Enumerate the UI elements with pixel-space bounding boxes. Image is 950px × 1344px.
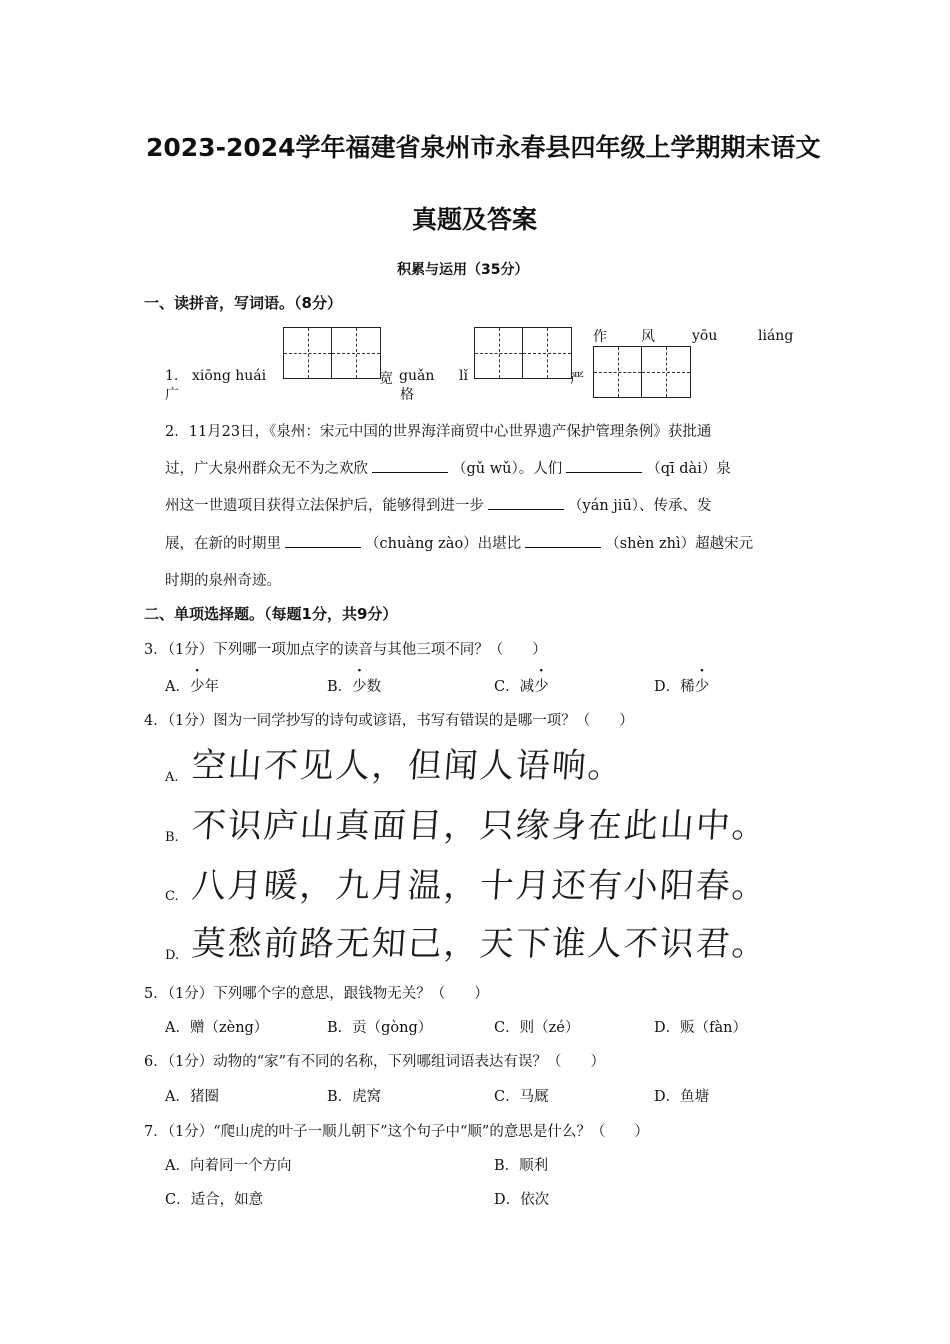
handwriting-image-c: 八月暖，九月温，十月还有小阳春。 bbox=[190, 866, 770, 906]
section1-heading: 一、读拼音，写词语。（8分） bbox=[144, 294, 342, 312]
q2-text: （gǔ wǔ）。人们 bbox=[452, 461, 563, 477]
q1-char-below-prefix: 广 bbox=[165, 387, 179, 403]
q1-char-after-1: 宽 bbox=[379, 371, 393, 387]
option-text: 减 bbox=[519, 679, 535, 695]
answer-blank[interactable] bbox=[525, 534, 601, 548]
q7-option-d[interactable]: D．依次 bbox=[494, 1192, 550, 1208]
option-text: 年 bbox=[204, 679, 219, 695]
q3-option-a[interactable] bbox=[165, 675, 219, 696]
writing-cell[interactable] bbox=[284, 328, 332, 378]
writing-cell[interactable] bbox=[642, 347, 690, 397]
writing-grid-2[interactable] bbox=[474, 327, 572, 379]
writing-cell[interactable] bbox=[594, 347, 642, 397]
q5-stem: 5．（1分）下列哪个字的意思，跟钱物无关？（ ） bbox=[144, 986, 489, 1002]
q6-option-a[interactable]: A．猪圈 bbox=[165, 1089, 219, 1105]
q3-stem: 3．（1分）下列哪一项加点字的读音与其他三项不同？（ ） bbox=[144, 642, 547, 658]
q1-char-above-4b: 风 bbox=[641, 329, 655, 345]
answer-blank[interactable] bbox=[372, 459, 448, 473]
q2-text: （qī dài）泉 bbox=[646, 461, 731, 477]
answer-blank[interactable] bbox=[285, 534, 361, 548]
q2-text: 展，在新的时期里 bbox=[165, 536, 281, 552]
handwriting-image-a: 空山不见人，但闻人语响。 bbox=[190, 746, 626, 786]
q2-text: （chuàng zào）出堪比 bbox=[365, 536, 522, 552]
q2-line-3 bbox=[165, 494, 712, 515]
q1-pinyin-2: guǎn bbox=[399, 368, 435, 384]
q2-text: （yán jiū）、传承、发 bbox=[568, 498, 712, 514]
q2-text: （shèn zhì）超越宋元 bbox=[605, 536, 754, 552]
option-label: B． bbox=[327, 679, 353, 695]
q1-char-after-3: 严 bbox=[570, 371, 584, 387]
option-label: A． bbox=[165, 679, 190, 695]
q6-option-b[interactable]: B．虎窝 bbox=[327, 1089, 382, 1105]
q1-pinyin-3: lǐ bbox=[459, 368, 468, 384]
option-label: A. bbox=[165, 770, 179, 785]
option-label: C. bbox=[165, 889, 179, 904]
q5-option-a[interactable]: A．赠（zèng） bbox=[165, 1020, 269, 1036]
option-text: 数 bbox=[366, 679, 382, 695]
q4-stem: 4．（1分）图为一同学抄写的诗句或谚语，书写有错误的是哪一项？（ ） bbox=[144, 713, 634, 729]
q2-line-4 bbox=[165, 532, 753, 553]
q5-option-c[interactable]: C．则（zé） bbox=[494, 1020, 580, 1036]
q6-option-d[interactable]: D．鱼塘 bbox=[654, 1089, 710, 1105]
q3-option-d[interactable] bbox=[654, 675, 709, 696]
option-label: B. bbox=[165, 830, 179, 845]
option-label: D． bbox=[654, 679, 681, 695]
dotted-char: 少 bbox=[189, 679, 205, 695]
dotted-char: 少 bbox=[694, 679, 710, 695]
q5-option-b[interactable]: B．贡（gòng） bbox=[327, 1020, 433, 1036]
option-label: D. bbox=[165, 948, 180, 963]
q1-pinyin-5: yōu bbox=[692, 328, 718, 344]
dotted-char: 少 bbox=[534, 679, 549, 695]
section2-heading: 二、单项选择题。（每题1分，共9分） bbox=[144, 605, 398, 623]
q3-option-b[interactable] bbox=[327, 675, 381, 696]
q2-text: 过，广大泉州群众无不为之欢欣 bbox=[165, 461, 368, 477]
q1-pinyin-6: liáng bbox=[758, 328, 794, 344]
q1-char-above-4a: 作 bbox=[593, 329, 607, 345]
q7-stem: 7．（1分）“爬山虎的叶子一顺儿朝下”这个句子中“顺”的意思是什么？（ ） bbox=[144, 1124, 649, 1140]
writing-grid-3[interactable] bbox=[593, 346, 691, 398]
q5-option-d[interactable]: D．贩（fàn） bbox=[654, 1020, 747, 1036]
q1-char-below-2: 格 bbox=[400, 387, 414, 403]
part-title: 积累与运用（35分） bbox=[397, 262, 529, 278]
writing-grid-1[interactable] bbox=[283, 327, 381, 379]
writing-cell[interactable] bbox=[332, 328, 380, 378]
q3-option-c[interactable] bbox=[494, 675, 549, 696]
document-title-line1: 2023-2024学年福建省泉州市永春县四年级上学期期末语文 bbox=[146, 133, 821, 162]
q2-text: 州这一世遗项目获得立法保护后，能够得到进一步 bbox=[165, 498, 484, 514]
q7-option-b[interactable]: B．顺利 bbox=[494, 1158, 549, 1174]
handwriting-image-d: 莫愁前路无知己，天下谁人不识君。 bbox=[190, 924, 770, 964]
answer-blank[interactable] bbox=[566, 459, 642, 473]
q2-line-1: 2．11月23日，《泉州：宋元中国的世界海洋商贸中心世界遗产保护管理条例》获批通 bbox=[165, 424, 712, 440]
q2-line-5: 时期的泉州奇迹。 bbox=[165, 573, 281, 589]
q1-pinyin-1: xiōng huái bbox=[192, 368, 267, 384]
document-title-line2: 真题及答案 bbox=[412, 205, 538, 234]
answer-blank[interactable] bbox=[488, 496, 564, 510]
handwriting-image-b: 不识庐山真面目，只缘身在此山中。 bbox=[190, 806, 770, 846]
writing-cell[interactable] bbox=[523, 328, 571, 378]
dotted-char: 少 bbox=[352, 679, 367, 695]
option-label: C． bbox=[494, 679, 520, 695]
writing-cell[interactable] bbox=[475, 328, 523, 378]
q1-number: 1. bbox=[165, 368, 179, 384]
q7-option-c[interactable]: C．适合，如意 bbox=[165, 1192, 264, 1208]
q7-option-a[interactable]: A．向着同一个方向 bbox=[165, 1158, 292, 1174]
q6-stem: 6．（1分）动物的“家”有不同的名称，下列哪组词语表达有误？（ ） bbox=[144, 1054, 606, 1070]
q2-line-2 bbox=[165, 457, 731, 478]
q6-option-c[interactable]: C．马厩 bbox=[494, 1089, 549, 1105]
option-text: 稀 bbox=[680, 679, 695, 695]
